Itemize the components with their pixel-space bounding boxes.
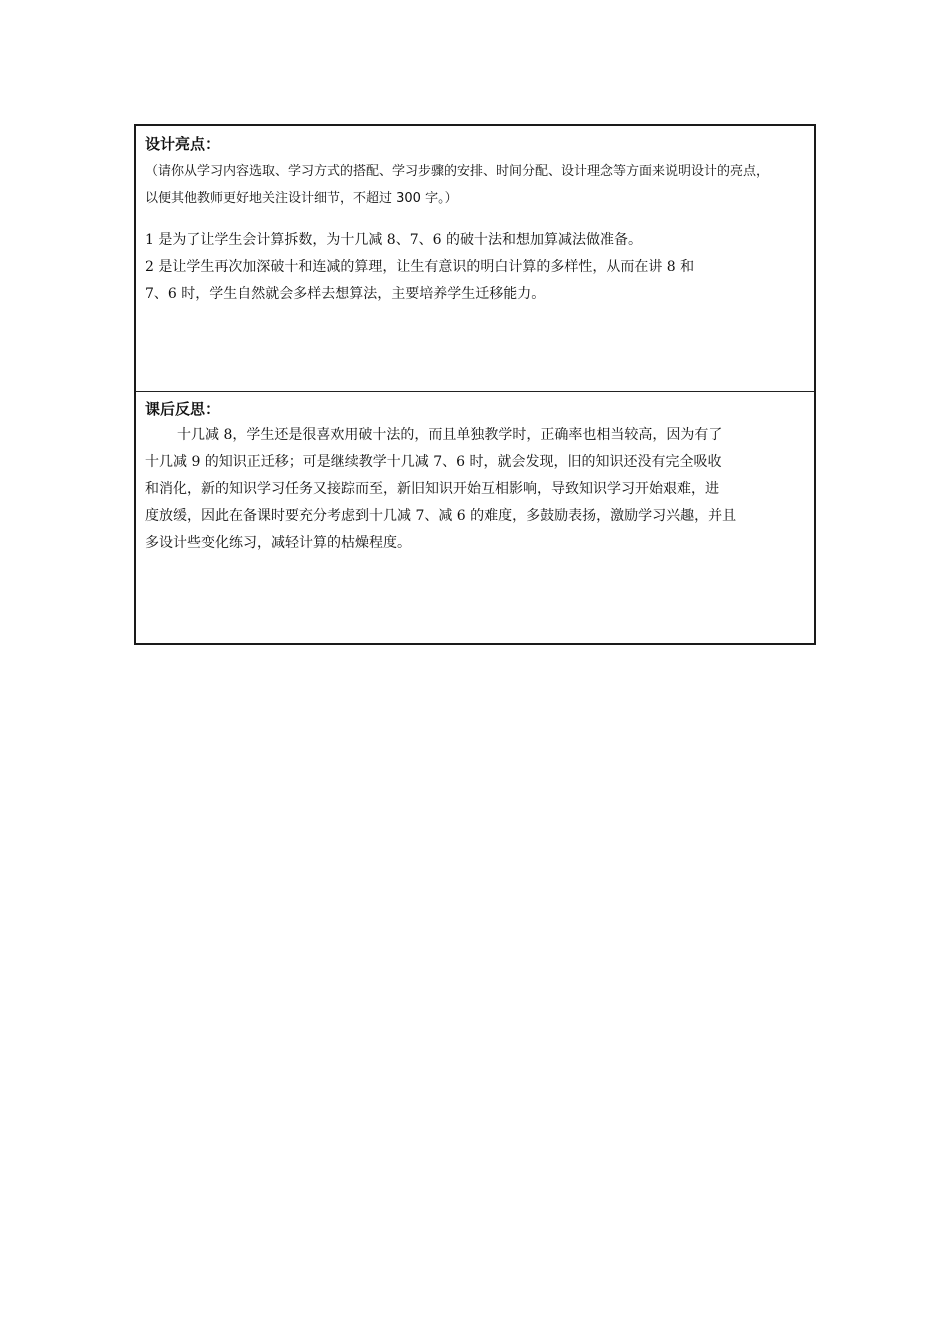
highlight-point-line: 7、6 时，学生自然就会多样去想算法，主要培养学生迁移能力。 xyxy=(145,286,546,302)
instruction-line: （请你从学习内容选取、学习方式的搭配、学习步骤的安排、时间分配、设计理念等方面来说明设计的亮点， xyxy=(145,164,770,179)
highlight-point-line: 1 是为了让学生会计算拆数，为十几减 8、7、6 的破十法和想加算减法做准备。 xyxy=(145,232,642,248)
design-highlights-heading: 设计亮点： xyxy=(145,135,221,153)
reflection-line: 十几减 9 的知识正迁移；可是继续教学十几减 7、6 时，就会发现，旧的知识还没有完全吸收 xyxy=(145,454,722,470)
post-lesson-reflection-heading: 课后反思： xyxy=(145,400,221,418)
reflection-line: 十几减 8，学生还是很喜欢用破十法的，而且单独教学时，正确率也相当较高，因为有了 xyxy=(177,427,723,443)
post-lesson-reflection-section xyxy=(136,392,814,643)
post-lesson-reflection-body xyxy=(145,422,806,557)
reflection-line: 度放缓，因此在备课时要充分考虑到十几减 7、减 6 的难度，多鼓励表扬，激励学习兴趣，并且 xyxy=(145,508,737,524)
reflection-line: 多设计些变化练习，减轻计算的枯燥程度。 xyxy=(145,535,411,551)
design-highlights-section xyxy=(136,126,814,392)
design-highlights-points xyxy=(145,227,806,308)
highlight-point-line: 2 是让学生再次加深破十和连减的算理，让生有意识的明白计算的多样性，从而在讲 8 和 xyxy=(145,259,695,275)
instruction-line: 以便其他教师更好地关注设计细节，不超过 300 字。） xyxy=(145,191,458,206)
reflection-line: 和消化，新的知识学习任务又接踪而至，新旧知识开始互相影响，导致知识学习开始艰难，进 xyxy=(145,481,719,497)
lesson-design-table xyxy=(134,124,816,645)
design-highlights-instruction xyxy=(145,158,806,212)
